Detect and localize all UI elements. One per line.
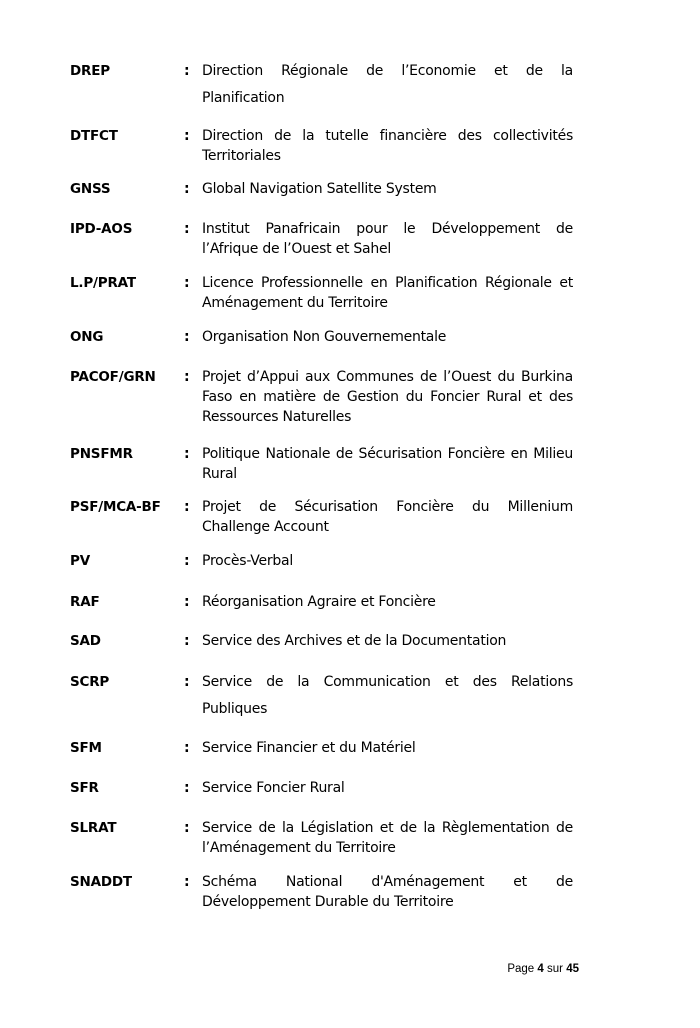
acronym-colon: : xyxy=(184,221,190,237)
total-page-count: 45 xyxy=(566,963,579,975)
acronym-definition: Direction Régionale de l’Economie et de la Planification xyxy=(202,63,573,106)
acronym-definition: Service des Archives et de la Documentation xyxy=(202,633,507,649)
acronym-entry xyxy=(70,592,573,632)
current-page-number: 4 xyxy=(537,963,544,975)
acronym-abbreviation: SCRP xyxy=(70,674,110,690)
page-separator-label: sur xyxy=(547,963,563,975)
acronym-entry xyxy=(70,273,573,313)
acronym-entry xyxy=(70,179,573,219)
acronym-abbreviation: GNSS xyxy=(70,181,111,197)
acronym-colon: : xyxy=(184,674,190,690)
acronym-colon: : xyxy=(184,369,190,385)
acronym-entry xyxy=(70,126,573,166)
acronym-entry xyxy=(70,497,573,537)
acronym-colon: : xyxy=(184,553,190,569)
acronym-colon: : xyxy=(184,740,190,756)
acronym-definition: Global Navigation Satellite System xyxy=(202,181,437,197)
acronym-definition: Politique Nationale de Sécurisation Foncière en Milieu Rural xyxy=(202,446,573,482)
acronym-abbreviation: ONG xyxy=(70,329,104,345)
acronym-definition: Service Foncier Rural xyxy=(202,780,345,796)
acronym-abbreviation: PACOF/GRN xyxy=(70,369,156,385)
acronym-colon: : xyxy=(184,63,190,79)
acronym-entry xyxy=(70,818,573,858)
acronym-definition: Licence Professionnelle en Planification Régionale et Aménagement du Territoire xyxy=(202,275,573,311)
acronym-entry xyxy=(70,219,573,259)
acronym-abbreviation: SNADDT xyxy=(70,874,132,890)
acronym-abbreviation: PNSFMR xyxy=(70,446,133,462)
acronym-definition: Service de la Législation et de la Règlementation de l’Aménagement du Territoire xyxy=(202,820,573,856)
acronym-abbreviation: SFM xyxy=(70,740,102,756)
acronym-entry xyxy=(70,444,573,484)
acronym-abbreviation: RAF xyxy=(70,594,100,610)
acronym-abbreviation: PV xyxy=(70,553,90,569)
acronym-entry xyxy=(70,327,573,367)
acronym-entry xyxy=(70,778,573,818)
acronym-entry xyxy=(70,551,573,591)
acronym-definition: Projet de Sécurisation Foncière du Millenium Challenge Account xyxy=(202,499,573,535)
page-label: Page xyxy=(507,963,535,975)
acronym-entry xyxy=(70,872,573,912)
acronym-abbreviation: DREP xyxy=(70,63,110,79)
acronym-abbreviation: L.P/PRAT xyxy=(70,275,136,291)
acronym-abbreviation: DTFCT xyxy=(70,128,118,144)
acronym-colon: : xyxy=(184,820,190,836)
acronym-entry xyxy=(70,738,573,778)
acronym-definition: Procès-Verbal xyxy=(202,553,294,569)
acronym-definition: Service de la Communication et des Relations Publiques xyxy=(202,674,573,717)
acronym-definition: Réorganisation Agraire et Foncière xyxy=(202,594,436,610)
acronym-definition: Institut Panafricain pour le Développement de l’Afrique de l’Ouest et Sahel xyxy=(202,221,573,257)
acronym-abbreviation: SLRAT xyxy=(70,820,117,836)
acronym-colon: : xyxy=(184,181,190,197)
acronym-entry xyxy=(70,367,573,425)
acronym-colon: : xyxy=(184,446,190,462)
page-number-footer xyxy=(507,961,579,977)
acronym-colon: : xyxy=(184,275,190,291)
acronym-abbreviation: SFR xyxy=(70,780,99,796)
acronym-colon: : xyxy=(184,128,190,144)
acronym-entry xyxy=(70,672,573,717)
acronym-abbreviation: SAD xyxy=(70,633,101,649)
acronym-colon: : xyxy=(184,780,190,796)
acronym-definition: Organisation Non Gouvernementale xyxy=(202,329,447,345)
acronym-colon: : xyxy=(184,594,190,610)
acronym-abbreviation: PSF/MCA-BF xyxy=(70,499,161,515)
acronym-definition: Service Financier et du Matériel xyxy=(202,740,416,756)
acronym-definition: Projet d’Appui aux Communes de l’Ouest du Burkina Faso en matière de Gestion du Foncier Rural et des Ressources Naturelles xyxy=(202,369,573,425)
acronym-colon: : xyxy=(184,329,190,345)
acronym-definition: Direction de la tutelle financière des collectivités Territoriales xyxy=(202,128,573,164)
acronym-entry xyxy=(70,61,573,106)
acronym-abbreviation: IPD-AOS xyxy=(70,221,133,237)
acronym-colon: : xyxy=(184,499,190,515)
acronym-definition: Schéma National d'Aménagement et de Développement Durable du Territoire xyxy=(202,874,573,910)
acronym-entry xyxy=(70,631,573,671)
acronym-colon: : xyxy=(184,633,190,649)
acronym-colon: : xyxy=(184,874,190,890)
